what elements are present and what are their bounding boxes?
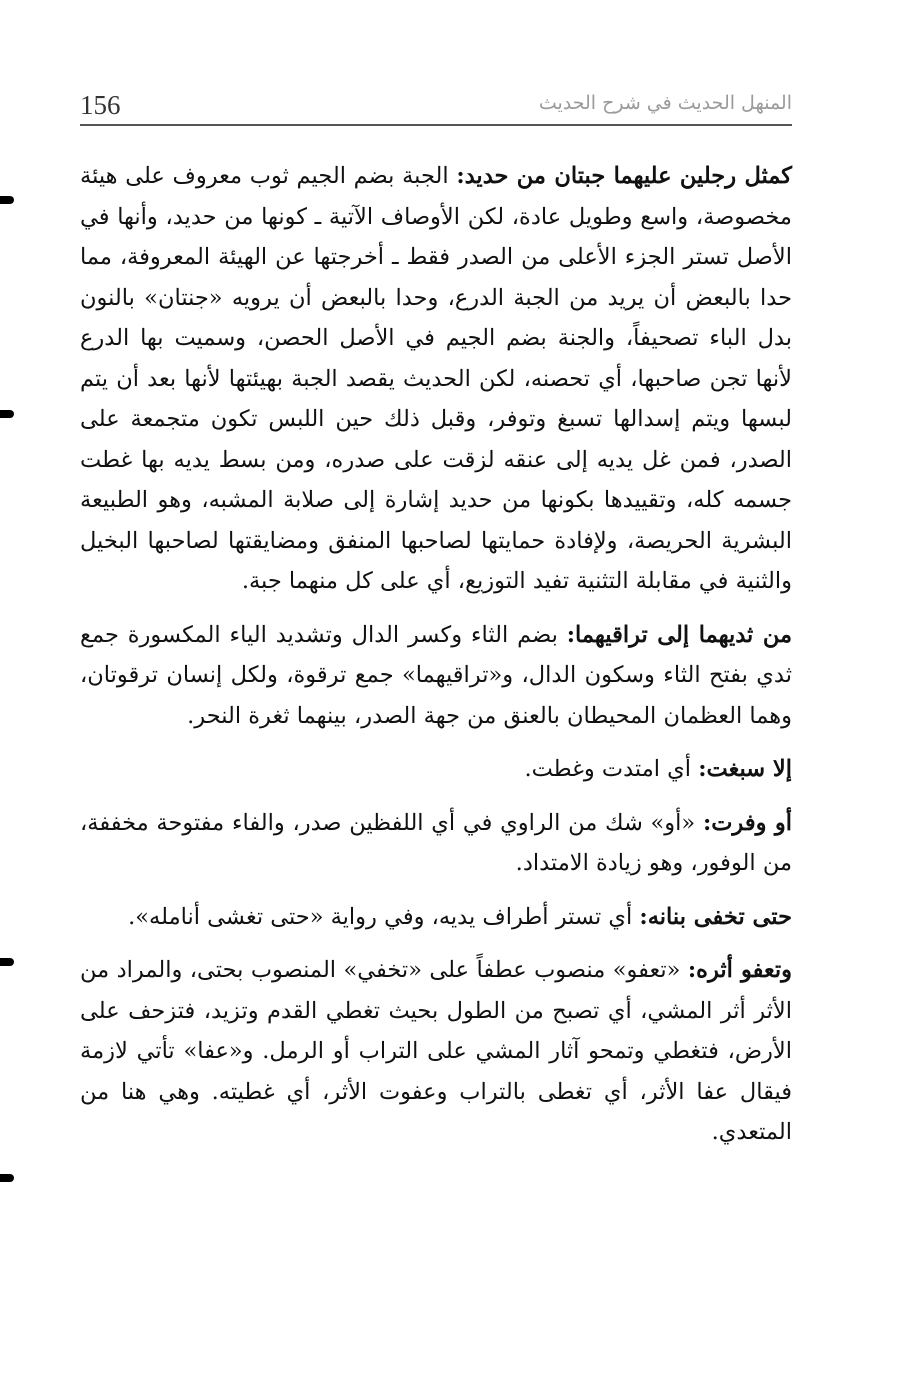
entry-term: كمثل رجلين عليهما جبتان من حديد: xyxy=(456,163,792,189)
paragraph-wafarat xyxy=(80,803,792,884)
entry-text: أي تستر أطراف يديه، وفي رواية «حتى تغشى أنامله». xyxy=(128,903,640,930)
entry-term: من ثديهما إلى تراقيهما: xyxy=(566,621,792,648)
binding-mark xyxy=(0,958,14,966)
paragraph-athar xyxy=(80,950,792,1153)
paragraph-jubba xyxy=(80,156,792,602)
entry-text: الجبة بضم الجيم ثوب معروف على هيئة مخصوصة، واسع وطويل عادة، لكن الأوصاف الآتية ـ كونها من حديد، وأنها في الأصل تستر الجزء الأعلى من الصدر فقط ـ أخرجتها عن الهيئة المعروفة، مما حدا بالبعض أن يريد من الجبة الدرع، وحدا بالبعض أن يرويه «جنتان» بالنون بدل الباء تصحيفاً، والجنة بضم الجيم في الأصل الحصن، وسميت بها الدرع لأنها تجن صاحبها، أي تحصنه، لكن الحديث يقصد الجبة بهيئتها لأنها بعد أن يتم لبسها ويتم إسدالها تسبغ وتوفر، وقبل ذلك حين اللبس تكون متجمعة على الصدر، فمن غل يديه إلى عنقه لزقت على صدره، ومن بسط يديه بها غطت جسمه كله، وتقييدها بكونها من حديد إشارة إلى صلابة المشبه، وهو الطبيعة البشرية الحريصة، ولإفادة حمايتها لصاحبها المنفق ومضايقتها لصاحبها البخيل والثنية في مقابلة التثنية تفيد التوزيع، أي على كل منهما جبة. xyxy=(80,163,792,594)
paragraph-sabaghat xyxy=(80,749,792,790)
binding-mark xyxy=(0,410,14,418)
entry-text: بضم الثاء وكسر الدال وتشديد الياء المكسورة جمع ثدي بفتح الثاء وسكون الدال، و«تراقيهما» جمع ترقوة، ولكل إنسان ترقوتان، وهما العظمان المحيطان بالعنق من جهة الصدر، بينهما ثغرة النحر. xyxy=(80,621,792,729)
page-header xyxy=(80,88,792,126)
entry-term: إلا سبغت: xyxy=(698,756,792,782)
entry-text: «أو» شك من الراوي في أي اللفظين صدر، والفاء مفتوحة مخففة، من الوفور، وهو زيادة الامتداد. xyxy=(80,809,792,876)
page-body xyxy=(80,156,792,1166)
entry-term: أو وفرت: xyxy=(702,809,792,836)
entry-term: وتعفو أثره: xyxy=(687,957,792,983)
binding-mark xyxy=(0,196,14,204)
running-title: المنهل الحديث في شرح الحديث xyxy=(538,92,792,114)
entry-term: حتى تخفى بنانه: xyxy=(639,903,792,930)
binding-mark xyxy=(0,1174,14,1182)
paragraph-banan xyxy=(80,897,792,938)
paragraph-thudiy xyxy=(80,615,792,737)
entry-text: «تعفو» منصوب عطفاً على «تخفي» المنصوب بحتى، والمراد من الأثر أثر المشي، أي تصبح من الطول بحيث تغطي القدم وتزيد، فتزحف على الأرض، فتغطي وتمحو آثار المشي على التراب أو الرمل. و«عفا» تأتي لازمة فيقال عفا الأثر، أي تغطى بالتراب وعفوت الأثر، أي غطيته. وهي هنا من المتعدي. xyxy=(80,957,792,1145)
page-number: 156 xyxy=(80,90,121,120)
entry-text: أي امتدت وغطت. xyxy=(524,756,699,782)
